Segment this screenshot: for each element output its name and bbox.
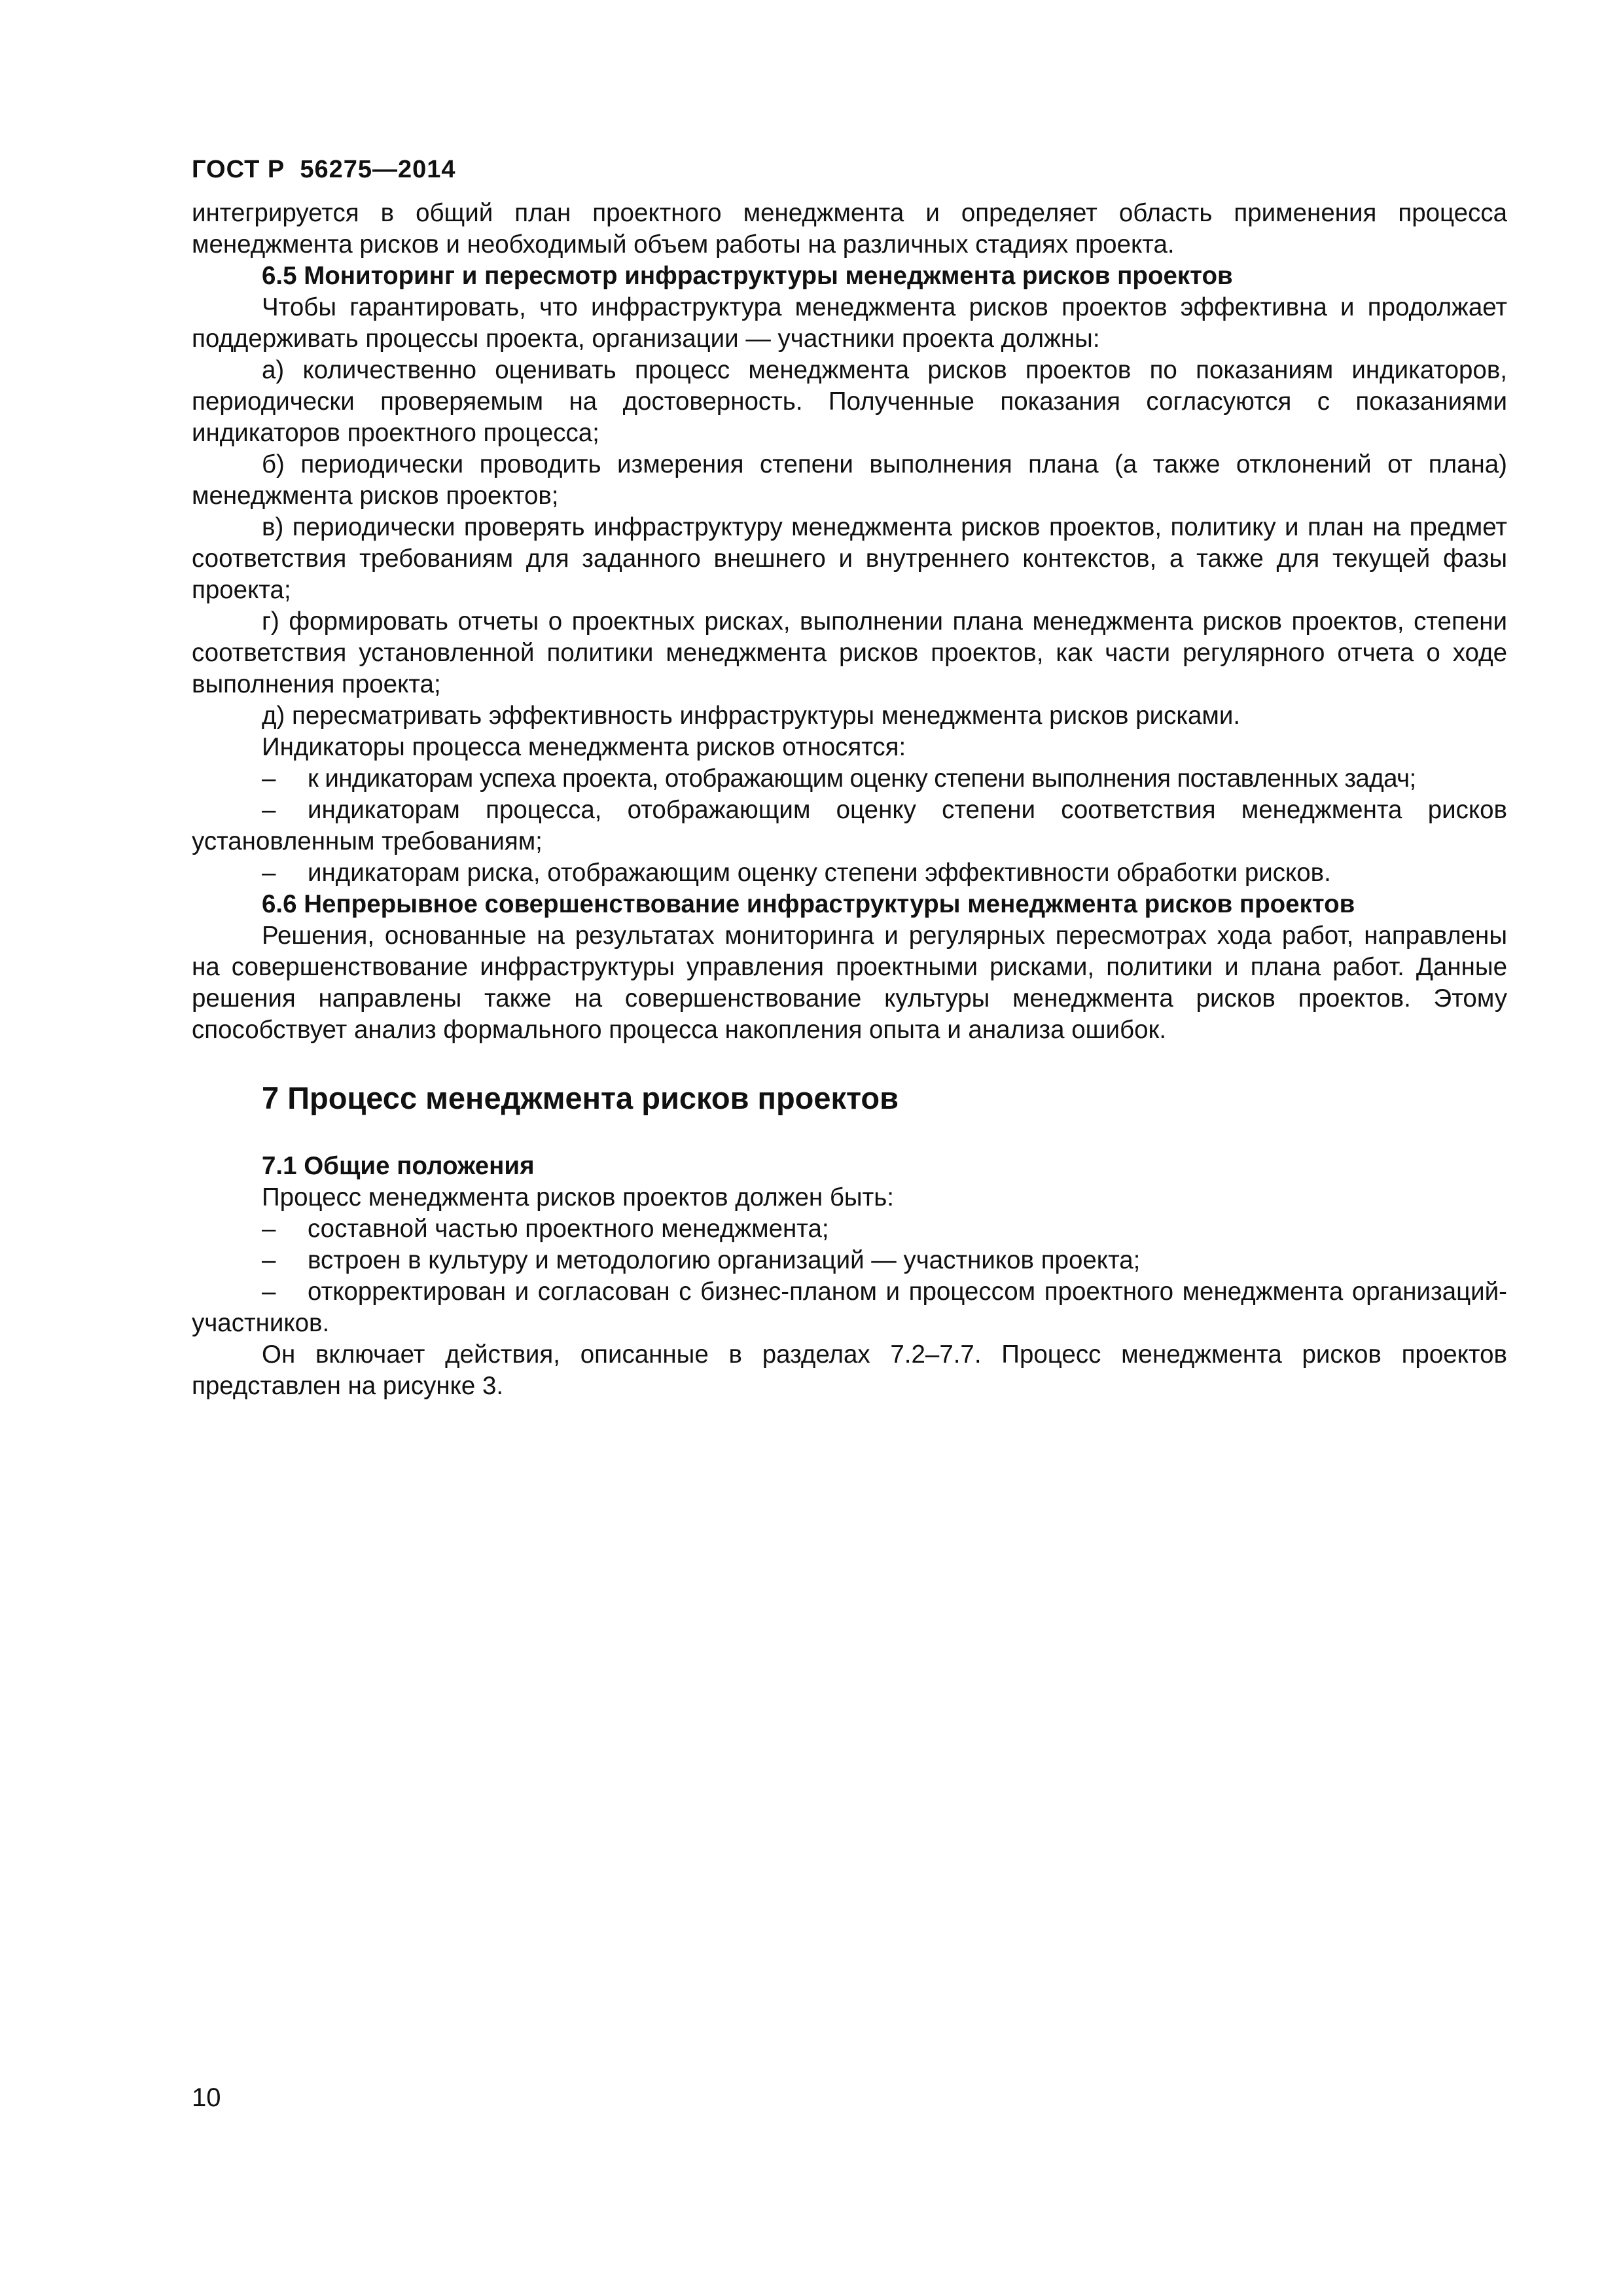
dash-marker: – [262, 859, 276, 887]
section-7-heading: 7 Процесс менеджмента рисков проектов [262, 1081, 899, 1115]
section-7-1-lead: Процесс менеджмента рисков проектов должен быть: [262, 1183, 894, 1211]
indicator-item [192, 763, 1507, 795]
process-list-item-text: откорректирован и согласован с бизнес-планом и процессом проектного менеджмента организаций-участников. [192, 1278, 1507, 1337]
indicator-item [192, 857, 1507, 889]
dash-marker: – [262, 1246, 276, 1274]
page-number: 10 [192, 2083, 221, 2112]
list-item-g: г) формировать отчеты о проектных рисках, выполнении плана менеджмента рисков проектов, степени соответствия установленной политики менеджмента рисков проектов, как части регулярного отчета о ходе выполнения проекта; [192, 607, 1507, 698]
list-item-v: в) периодически проверять инфраструктуру менеджмента рисков проектов, политику и план на предмет соответствия требованиям для заданного внешнего и внутреннего контекстов, а также для текущей фазы проекта; [192, 513, 1507, 604]
dash-marker: – [262, 764, 276, 793]
process-list-item-text: составной частью проектного менеджмента; [308, 1215, 829, 1243]
process-list-item-text: встроен в культуру и методологию организаций — участников проекта; [308, 1246, 1141, 1274]
process-list-item [192, 1276, 1507, 1339]
section-6-5-heading: 6.5 Мониторинг и пересмотр инфраструктуры менеджмента рисков проектов [262, 262, 1233, 290]
process-list-item [192, 1245, 1507, 1276]
section-7-1-closing: Он включает действия, описанные в разделах 7.2–7.7. Процесс менеджмента рисков проектов представлен на рисунке 3. [192, 1340, 1507, 1400]
dash-marker: – [262, 1215, 276, 1243]
list-item-b: б) периодически проводить измерения степени выполнения плана (а также отклонений от плана) менеджмента рисков проектов; [192, 450, 1507, 510]
document-body [192, 198, 1507, 1402]
indicator-item-text: индикаторам риска, отображающим оценку степени эффективности обработки рисков. [308, 859, 1331, 887]
indicator-item-text: индикаторам процесса, отображающим оценку степени соответствия менеджмента рисков установленным требованиям; [192, 796, 1507, 855]
indicators-lead: Индикаторы процесса менеджмента рисков относятся: [262, 733, 906, 761]
section-7-1-heading: 7.1 Общие положения [262, 1152, 535, 1180]
section-6-5-lead: Чтобы гарантировать, что инфраструктура менеджмента рисков проектов эффективна и продолжает поддерживать процессы проекта, организации — участники проекта должны: [192, 293, 1507, 353]
list-item-d: д) пересматривать эффективность инфраструктуры менеджмента рисков рисками. [262, 702, 1241, 730]
section-6-6-heading: 6.6 Непрерывное совершенствование инфраструктуры менеджмента рисков проектов [262, 890, 1355, 918]
indicator-item [192, 795, 1507, 857]
process-list-item [192, 1213, 1507, 1245]
section-6-6-text: Решения, основанные на результатах мониторинга и регулярных пересмотрах хода работ, направлены на совершенствование инфраструктуры управления проектными рисками, политики и плана работ. Данные решения направлены также на совершенствование культуры менеджмента рисков проектов. Этому способствует анализ формального процесса накопления опыта и анализа ошибок. [192, 922, 1507, 1044]
list-item-a: а) количественно оценивать процесс менеджмента рисков проектов по показаниям индикаторов, периодически проверяемым на достоверность. Полученные показания согласуются с показаниями индикаторов проектного процесса; [192, 356, 1507, 447]
intro-paragraph: интегрируется в общий план проектного менеджмента и определяет область применения процесса менеджмента рисков и необходимый объем работы на различных стадиях проекта. [192, 199, 1507, 259]
dash-marker: – [262, 1278, 276, 1306]
indicator-item-text: к индикаторам успеха проекта, отображающим оценку степени выполнения поставленных задач; [308, 764, 1416, 793]
dash-marker: – [262, 796, 276, 824]
document-header: ГОСТ Р 56275—2014 [192, 156, 456, 183]
